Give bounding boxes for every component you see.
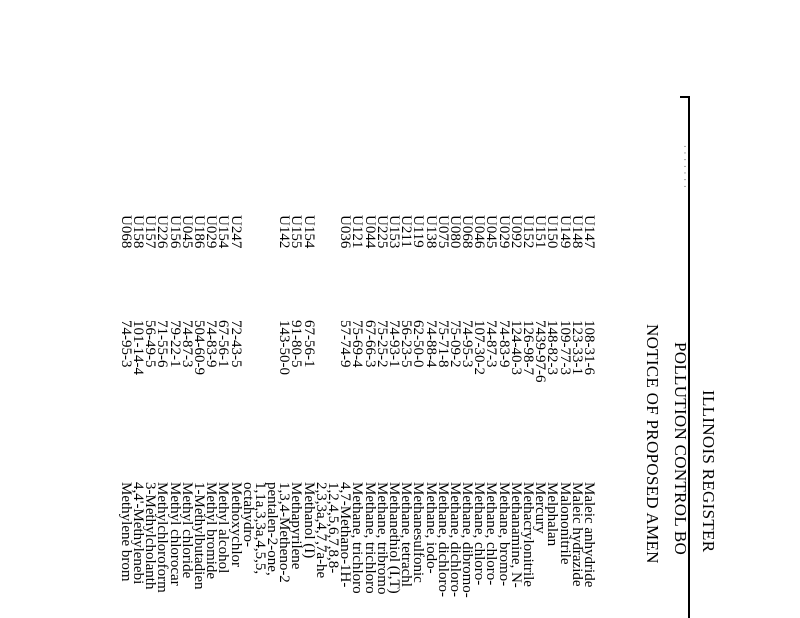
waste-code: U045 (483, 215, 500, 249)
substance-name: Maleic anhydride (581, 482, 597, 588)
cas-number: 74-95-3 (117, 320, 134, 368)
cas-number: 57-74-9 (337, 320, 354, 368)
substance-name: Malononitrile (556, 482, 573, 565)
substance-name: 2,3,3a,4,7,7a-he (312, 482, 329, 579)
cas-number: 107-30-2 (471, 320, 488, 375)
cas-number: 75-09-2 (446, 320, 463, 368)
substance-name: Methapyrilene (288, 482, 305, 570)
cas-number: 7439-97-6 (532, 320, 549, 383)
cas-number: 148-82-3 (544, 320, 561, 375)
waste-code: U157 (142, 215, 159, 249)
substance-name: 4,7-Methano-1H- (337, 482, 354, 588)
waste-code: U080 (446, 215, 463, 249)
column-waste-codes (117, 215, 597, 249)
waste-code: U158 (130, 215, 147, 249)
substance-name: Methane, chloro- (483, 482, 500, 586)
substance-name: Mercury (532, 482, 549, 534)
waste-code: U045 (178, 215, 195, 249)
cas-number: 56-49-5 (142, 320, 159, 368)
cas-number: 123-33-1 (568, 320, 585, 375)
waste-code: U029 (495, 215, 512, 249)
cas-number: 67-56-1 (300, 320, 317, 368)
scan-dots: · · · · · · · (680, 145, 689, 189)
cas-number: 74-87-3 (483, 320, 500, 368)
cas-number: 67-56-1 (215, 320, 232, 368)
waste-code: U155 (288, 215, 305, 249)
cas-number: 74-83-9 (495, 320, 512, 368)
substance-name: Methyl alcohol (215, 482, 232, 574)
waste-code: U149 (556, 215, 573, 249)
waste-code: U036 (337, 215, 354, 249)
waste-code: U225 (373, 215, 390, 249)
substance-name: Methane, dichloro- (434, 482, 451, 597)
substance-name: Methane, trichloro (361, 482, 378, 594)
waste-code: U154 (300, 215, 317, 249)
cas-number: 56-23-5 (398, 320, 415, 368)
cas-number: 108-31-6 (581, 320, 597, 375)
waste-code: U151 (532, 215, 549, 249)
waste-code: U226 (154, 215, 171, 249)
substance-name: Methyl chlorocar (166, 482, 183, 586)
cas-number: 109-77-3 (556, 320, 573, 375)
cas-number: 75-71-8 (434, 320, 451, 368)
waste-code: U186 (191, 215, 207, 249)
substance-name: pentalen-2-one, (264, 482, 281, 576)
cas-number: 75-25-2 (373, 320, 390, 368)
waste-code: U156 (166, 215, 183, 249)
header-notice-title: NOTICE OF PROPOSED AMEN (643, 324, 662, 564)
substance-name: Methanol (I) (300, 482, 317, 559)
waste-code: U147 (581, 215, 597, 249)
substance-name: Melphalan (544, 482, 561, 547)
substance-name: Methane, tetrachl (398, 482, 415, 587)
cas-number: 74-83-9 (203, 320, 220, 368)
substance-name: 3-Methylcholanth (142, 482, 159, 590)
substance-name: 1,3,4-Metheno-2 (276, 482, 293, 583)
waste-code: U029 (203, 215, 220, 249)
cas-number: 74-88-4 (422, 320, 439, 368)
waste-code: U121 (349, 215, 366, 249)
cas-number: 74-93-1 (386, 320, 402, 368)
cas-number: 124-40-3 (507, 320, 524, 375)
substance-name: Methane, tribromo (373, 482, 390, 595)
waste-code: U154 (215, 215, 232, 249)
substance-name: 1-Methylbutadien (191, 482, 207, 590)
substance-name: Methanesulfonic (410, 482, 427, 583)
cas-number: 74-95-3 (459, 320, 476, 368)
cas-number: 72-43-5 (227, 320, 244, 368)
substance-name: 1,2,4,5,6,7,8,8- (325, 482, 342, 574)
cas-number: 67-66-3 (361, 320, 378, 368)
cas-number: 91-80-5 (288, 320, 305, 368)
waste-code: U068 (117, 215, 134, 249)
substance-name: octahydro- (239, 482, 256, 547)
substance-name: Methyl bromide (203, 482, 220, 580)
waste-code: U075 (434, 215, 451, 249)
substance-name: Methane, trichloro (349, 482, 366, 594)
waste-code: U150 (544, 215, 561, 249)
substance-name: Methane, iodo- (422, 482, 439, 574)
waste-code: U148 (568, 215, 585, 249)
column-substance-names (117, 482, 597, 598)
waste-code: U068 (459, 215, 476, 249)
cas-number (254, 320, 266, 383)
substance-name: Methyl chloride (178, 482, 195, 579)
substance-name: Methane, dichloro- (446, 482, 463, 597)
substance-name: Methanamine, N- (507, 482, 524, 588)
waste-code: U153 (386, 215, 402, 249)
rule-stub (680, 96, 690, 98)
substance-name: Methane, chloro- (471, 482, 488, 586)
substance-name: Methacrylonitrile (520, 482, 537, 587)
cas-number: 79-22-1 (166, 320, 183, 368)
substance-name: Methylene brom (117, 482, 134, 582)
cas-number: 74-87-3 (178, 320, 195, 368)
cas-number: 101-14-4 (130, 320, 147, 375)
waste-code: U092 (507, 215, 524, 249)
substance-name: Methane, dibromo- (459, 482, 476, 598)
cas-number: 504-60-9 (191, 320, 207, 375)
header-board-title: POLLUTION CONTROL BO (671, 342, 690, 556)
waste-code: U044 (361, 215, 378, 249)
cas-number: 126-98-7 (520, 320, 537, 375)
substance-name: 1,1a,3,3a,4,5,5, (251, 482, 268, 575)
cas-number: 71-55-6 (154, 320, 171, 368)
substance-name: Methane, bromo- (495, 482, 512, 587)
waste-code: U138 (422, 215, 439, 249)
cas-number: 62-50-0 (410, 320, 427, 368)
cas-number: 143-50-0 (276, 320, 293, 375)
waste-code: U046 (471, 215, 488, 249)
waste-code (254, 215, 266, 248)
substance-name: 4,4'-Methylenebi (130, 482, 147, 585)
substance-name: Maleic hydrazide (568, 482, 585, 587)
substance-name: Methylchloroform (154, 482, 171, 593)
waste-code: U119 (410, 215, 427, 248)
substance-name: Methanethiol (I,T) (386, 482, 402, 594)
column-cas-numbers (117, 320, 597, 383)
waste-code: U142 (276, 215, 293, 249)
waste-code: U152 (520, 215, 537, 249)
header-register-title: ILLINOIS REGISTER (699, 390, 718, 553)
waste-code: U211 (398, 215, 415, 248)
waste-code: U247 (227, 215, 244, 249)
cas-number: 75-69-4 (349, 320, 366, 368)
substance-name: Methoxychlor (227, 482, 244, 567)
